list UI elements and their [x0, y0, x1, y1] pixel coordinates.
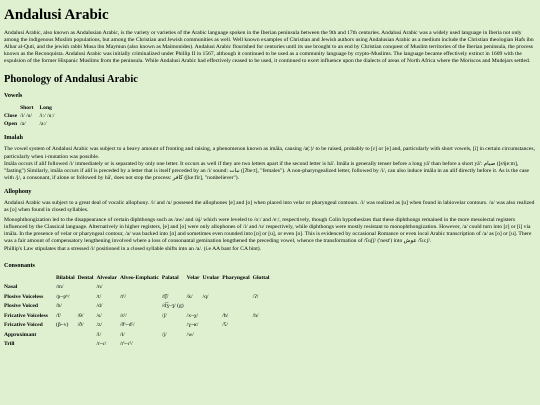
vowels-heading: Vowels — [4, 92, 23, 100]
vowels-table — [4, 104, 58, 128]
imala-heading: Imalah — [4, 134, 23, 142]
consonants-cell: /ʔ/ — [252, 293, 259, 300]
consonants-cell: /s/ — [96, 312, 102, 319]
phonology-heading: Phonology of Andalusi Arabic — [4, 74, 138, 86]
table-row — [4, 321, 272, 331]
vowels-cell: /a/ — [20, 121, 26, 128]
vowels-col-blank — [4, 104, 20, 112]
consonants-cell — [78, 302, 97, 312]
table-row — [4, 312, 272, 322]
vowels-col-short: Short — [20, 105, 34, 112]
consonants-cell — [187, 283, 203, 293]
consonants-cell — [203, 340, 223, 350]
table-row — [4, 331, 272, 341]
table-row — [4, 302, 272, 312]
consonants-heading: Consonants — [4, 261, 35, 269]
consonants-column-header: Alveolar — [96, 274, 117, 281]
consonants-cell: /d͡ʒ~ʒ/ (g) — [161, 303, 184, 310]
consonants-column-header: Glottal — [252, 274, 270, 281]
consonants-cell: /f/ — [55, 312, 61, 319]
table-row — [4, 283, 272, 293]
consonants-row-label: Fricative Voiceless — [4, 312, 48, 319]
consonants-row-label: Trill — [4, 341, 15, 348]
page-title: Andalusi Arabic — [4, 7, 109, 23]
consonants-cell — [56, 331, 78, 341]
consonants-cell: /j/ — [161, 331, 167, 338]
consonants-cell — [253, 331, 273, 341]
consonants-cell: (β~v) — [55, 322, 69, 329]
consonants-column-header — [4, 274, 56, 284]
consonants-column-header: Palatal — [161, 274, 179, 281]
consonants-cell: /b/ — [55, 303, 62, 310]
consonants-cell: /k/ — [186, 293, 193, 300]
consonants-table — [4, 274, 272, 350]
consonants-row-label: Fricative Voiced — [4, 322, 43, 329]
vowels-cell: /iː/ /uː/ — [39, 113, 55, 120]
vowels-row — [4, 120, 58, 128]
consonants-column-header: Bilabial — [55, 274, 75, 281]
consonants-cell: /t/ — [96, 293, 102, 300]
vowels-cell: /i/ /u/ — [20, 113, 33, 120]
vowels-col-long: Long — [39, 105, 52, 112]
consonants-cell: /d/ — [96, 303, 103, 310]
consonants-column-header: Uvular — [202, 274, 220, 281]
intro-paragraph: Andalusi Arabic, also known as Andalusian Arabic, is the variety or varieties of the Arabic language spoken in the Iberian peninsula between the 9th and 17th centuries. Andalusi Arabic was a widely used language in Iberia not only among the indigenous Muslim populations, but among the Christian and Jewish communities as well. Well known examples of Christian and Jewish authors using Andalusian Arabic as a medium include the Christian theologian Hafs ibn Albar al-Quti, and the jewish rabbi Musa ibn Maymun (also known as Maimonides). Andalusi Arabic flourished for centuries until its use brought to an end by Christian conquest of Muslim territories of the Iberian peninsula, the process known as the Reconquista. Andalusi Arabic was initially criminalized under Phillip II in 1567, although it continued to be used as a community language by crypto-Muslims. The language became effectively extinct in 1609 with the expulsion of the former Hispanic Muslims from the peninsula. While Andalusi Arabic had effectively ceased to be used, it continued to exert influence upon the dialects of areas of North Africa where the Moriscos and Mudejars settled. — [4, 30, 534, 65]
consonants-header-row — [4, 274, 272, 284]
consonants-cell — [78, 293, 97, 303]
vowels-row-label: Open — [4, 121, 18, 128]
consonants-cell: /w/ — [186, 331, 194, 338]
consonants-cell: /p~pʰ/ — [55, 293, 70, 300]
consonants-cell: /q/ — [202, 293, 209, 300]
consonants-cell: /tˤ/ — [120, 293, 127, 300]
vowels-row-label: Close — [4, 113, 18, 120]
consonants-cell: /ɣ~ʁ/ — [186, 322, 199, 329]
consonants-row-label: Plosive Voiced — [4, 303, 39, 310]
consonants-cell — [78, 340, 97, 350]
consonants-column-header: Pharyngeal — [222, 274, 250, 281]
consonants-row-label: Nasal — [4, 284, 18, 291]
consonants-cell: /n/ — [96, 284, 103, 291]
consonants-cell: /sˤ/ — [120, 312, 127, 319]
imala-paragraph: Imāla occurs if alif followed /i/ immediately or is separated by only one letter. It occurs as well if they are two letters apart if the second letter is hā'. Imāla is generally tenser before a long yā' than before a short yā': صيام ([sʲijeːm], "fasting") Similarly, imāla occurs if alif is preceded by a letter that is itself preceded by an /i/ sound: نبات ([ʔbeːt], "females"). A non-pharyngealized letter, followed by /i/, can also induce imāla in an alif directly before it. As is the case with /j/, a consonant, if alone or followed by hā', does not stop the process: كافر ([keːfir], "nonbeliever"). — [4, 160, 529, 181]
consonants-cell: /ħ/ — [222, 312, 229, 319]
consonants-cell — [56, 340, 78, 350]
consonants-cell — [187, 302, 203, 312]
consonants-cell: /l/ — [96, 331, 102, 338]
consonants-cell: /ðˤ~dˤ/ — [120, 322, 135, 329]
imala-paragraph: The vowel system of Andalusi Arabic was subject to a heavy amount of fronting and raising, a phenomenon known as imāla, causing /a(ː)/ to be raised, probably to [ɛ] or [e] and, particularly with short vowels, [i] in certain circumstances, particularly when i-mutation was possible. — [4, 146, 535, 160]
consonants-cell — [120, 283, 162, 293]
consonants-column-header: Alveo-Emphatic — [120, 274, 159, 281]
consonants-cell — [78, 331, 97, 341]
consonants-cell: /z/ — [96, 322, 103, 329]
consonants-cell — [162, 283, 187, 293]
consonants-cell — [203, 331, 223, 341]
consonants-cell — [222, 340, 252, 350]
consonants-column-header: Velar — [186, 274, 200, 281]
vowels-cell: /aː/ — [39, 121, 47, 128]
allophony-paragraph: Phillip's Law stipulates that a stressed /i/ positioned in a closed syllable shifts into an /a/. (i.e AA bant for CA bint). — [4, 245, 262, 252]
consonants-cell — [222, 302, 252, 312]
consonants-cell: /rˤ~ɾˤ/ — [120, 341, 133, 348]
consonants-cell — [203, 302, 223, 312]
allophony-heading: Allophony — [4, 187, 32, 195]
consonants-cell: /h/ — [252, 312, 259, 319]
consonants-cell — [162, 321, 187, 331]
consonants-cell — [203, 321, 223, 331]
consonants-cell: /ð/ — [77, 322, 84, 329]
consonants-cell — [78, 283, 97, 293]
consonants-row-label: Approximant — [4, 331, 37, 338]
consonants-cell — [253, 321, 273, 331]
consonants-body — [4, 283, 272, 350]
allophony-paragraph: Monophthongization led to the disappearance of certain diphthongs such as /aw/ and /aj/ which were leveled to /oː/ and /eː/, respectively, though Colin hypothesizes that these diphthongs remained in the more mesolectal registers influenced by the Classical language. Alternatively in higher registers, [e] and [o] were only allophones of /i/ and /u/ respectively, while diphthongs were mostly resistant to monophthongization. However, /a/ could turn into [ɛ] or [i] via imāla. In the presence of velar or pharyngeal contour, /a/ was backed into [ɑ] and sometimes even rounded into [ɒ] or [u], or even [o]. This is evidenced by occasional Romance or even local Arabic transcription of /a/ as [o] or [u]. There was a fair amount of compensatory lengthening involved where a loss of consonantal gemination lengthened the preceding vowel, whence the transformation of /ʕuʃʃ/ ('nest') into عوش /ʕuːʃ/. — [4, 217, 532, 245]
consonants-cell: /ʕ/ — [222, 322, 228, 329]
vowels-row — [4, 112, 58, 120]
consonants-cell — [222, 283, 252, 293]
consonants-cell — [203, 312, 223, 322]
consonants-cell — [253, 283, 273, 293]
table-row — [4, 293, 272, 303]
consonants-cell: /t͡ʃ/ — [161, 293, 169, 300]
consonants-cell — [222, 331, 252, 341]
vowels-header-row — [4, 104, 58, 112]
consonants-cell — [253, 340, 273, 350]
consonants-cell: /ʃ/ — [161, 312, 167, 319]
consonants-cell: /m/ — [55, 284, 64, 291]
consonants-cell: /x~χ/ — [186, 312, 199, 319]
consonants-cell — [120, 302, 162, 312]
consonants-row-label: Plosive Voiceless — [4, 293, 44, 300]
consonants-cell — [203, 283, 223, 293]
consonants-column-header: Dental — [77, 274, 94, 281]
allophony-paragraph: Andalusi Arabic was subject to a great deal of vocalic allophony. /i/ and /u/ possesed the allophones [e] and [o] when placed into velar or pharyngeal contours. /i/ was realized as [u] when found in labiovelar contours. /u/ was also realized as [o] when found in closed syllables. — [4, 199, 535, 214]
consonants-cell — [187, 340, 203, 350]
consonants-cell — [222, 293, 252, 303]
consonants-cell — [162, 340, 187, 350]
table-row — [4, 340, 272, 350]
consonants-cell: /r~ɾ/ — [96, 341, 107, 348]
consonants-cell — [253, 302, 273, 312]
consonants-cell: /ɫ/ — [120, 331, 125, 338]
consonants-cell: /θ/ — [77, 312, 84, 319]
